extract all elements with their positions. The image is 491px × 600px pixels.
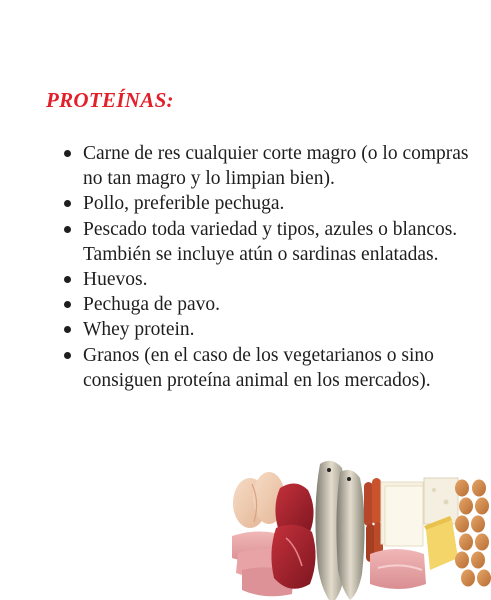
list-item <box>62 343 480 393</box>
list-item <box>62 267 480 292</box>
list-item-text: Pechuga de pavo. <box>83 294 220 316</box>
list-item <box>62 292 480 317</box>
bullet-icon <box>64 326 71 333</box>
protein-foods-image <box>228 458 491 600</box>
list-item-text: Granos (en el caso de los vegetarianos o sino consiguen proteína animal en los mercados). <box>83 344 434 391</box>
list-item-text: Carne de res cualquier corte magro (o lo compras no tan magro y lo limpian bien). <box>83 143 469 190</box>
beef-shape <box>271 483 315 588</box>
list-item <box>62 217 480 267</box>
list-item-text: Whey protein. <box>83 319 195 341</box>
bullet-icon <box>64 200 71 207</box>
turkey-slices-shape <box>370 549 426 589</box>
eggs-shape <box>455 480 491 587</box>
list-item <box>62 141 480 191</box>
list-item <box>62 317 480 342</box>
bullet-icon <box>64 352 71 359</box>
bullet-icon <box>64 226 71 233</box>
bullet-icon <box>64 150 71 157</box>
protein-list <box>62 141 480 393</box>
fish-shape <box>315 461 364 600</box>
list-item-text: Pollo, preferible pechuga. <box>83 193 285 215</box>
sausages-shape <box>364 478 383 562</box>
section-title: PROTEÍNAS: <box>46 88 174 112</box>
bullet-icon <box>64 301 71 308</box>
list-item <box>62 191 480 216</box>
bullet-icon <box>64 276 71 283</box>
list-item-text: Huevos. <box>83 269 148 291</box>
list-item-text: Pescado toda variedad y tipos, azules o blancos. También se incluye atún o sardinas enlatadas. <box>83 218 458 265</box>
